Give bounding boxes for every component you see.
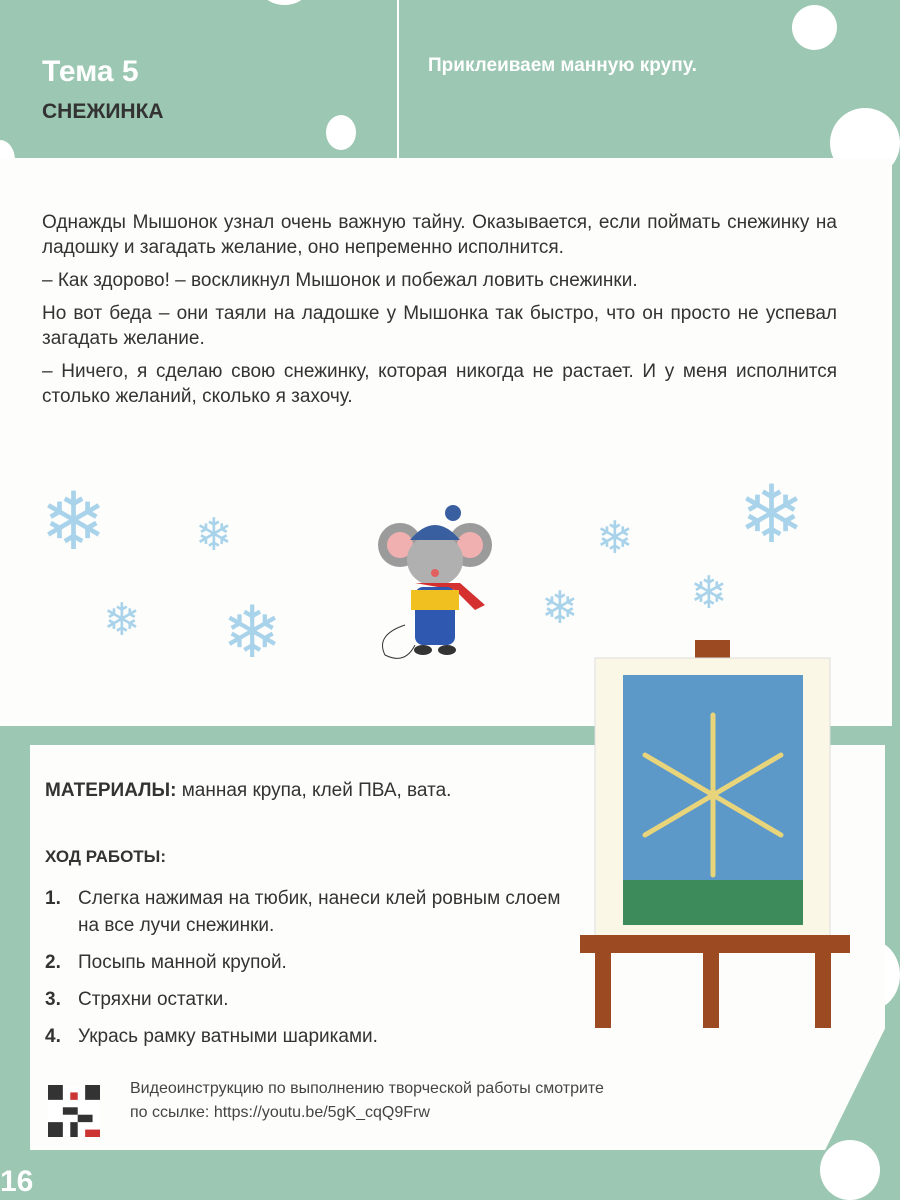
decor-dot: [820, 1140, 880, 1200]
step-text: Стряхни остатки.: [78, 989, 229, 1010]
snowflake-icon: ❄: [222, 593, 283, 673]
story-paragraph: Но вот беда – они таяли на ладошке у Мышонка так быстро, что он просто не успевал загадать желание.: [42, 303, 837, 349]
header-divider: [397, 0, 399, 158]
steps-heading: ХОД РАБОТЫ:: [45, 847, 166, 866]
step-item: [45, 986, 570, 1013]
decor-dot: [326, 115, 356, 150]
steps-list: [45, 885, 570, 1060]
mouse-illustration: [375, 495, 510, 665]
page-subtitle: Приклеиваем манную крупу.: [428, 55, 697, 76]
snowflake-icon: ❄: [596, 512, 634, 563]
step-number: 4.: [45, 1026, 61, 1047]
story-paragraph: – Как здорово! – воскликнул Мышонок и побежал ловить снежинки.: [42, 270, 638, 291]
story-paragraph: Однажды Мышонок узнал очень важную тайну. Оказывается, если поймать снежинку на ладошку и загадать желание, оно непременно исполнится.: [42, 212, 837, 258]
snowflake-icon: ❄: [195, 509, 233, 560]
step-number: 2.: [45, 952, 61, 973]
snowflake-icon: ❄: [103, 594, 141, 645]
snowflake-icon: ❄: [738, 470, 806, 559]
video-link[interactable]: по ссылке: https://youtu.be/5gK_cqQ9Frw: [130, 1104, 430, 1121]
qr-code[interactable]: [48, 1083, 100, 1139]
step-item: [45, 1023, 570, 1050]
snowflake-icon: ❄: [690, 567, 728, 618]
page-number: 16: [0, 1165, 34, 1198]
step-item: [45, 885, 570, 939]
video-line: Видеоинструкцию по выполнению творческой работы смотрите: [130, 1080, 604, 1097]
decor-dot: [792, 5, 837, 50]
snowflake-icon: ❄: [541, 582, 579, 633]
page-title: СНЕЖИНКА: [42, 100, 164, 123]
materials-value: манная крупа, клей ПВА, вата.: [181, 780, 452, 801]
step-text: Слегка нажимая на тюбик, нанеси клей ровным слоем на все лучи снежинки.: [78, 888, 561, 936]
materials-label: МАТЕРИАЛЫ:: [45, 780, 177, 801]
step-item: [45, 949, 570, 976]
materials-line: [45, 780, 451, 802]
snowflake-icon: ❄: [40, 477, 108, 566]
step-text: Укрась рамку ватными шариками.: [78, 1026, 378, 1047]
step-number: 3.: [45, 989, 61, 1010]
theme-number: Тема 5: [42, 55, 139, 88]
story-text: [42, 210, 837, 417]
video-instructions: [130, 1077, 604, 1125]
easel-illustration: [575, 640, 855, 1040]
decor-dot: [262, 0, 307, 5]
story-paragraph: – Ничего, я сделаю свою снежинку, которая никогда не растает. И у меня исполнится столько желаний, сколько я захочу.: [42, 361, 837, 407]
step-number: 1.: [45, 888, 61, 909]
step-text: Посыпь манной крупой.: [78, 952, 287, 973]
